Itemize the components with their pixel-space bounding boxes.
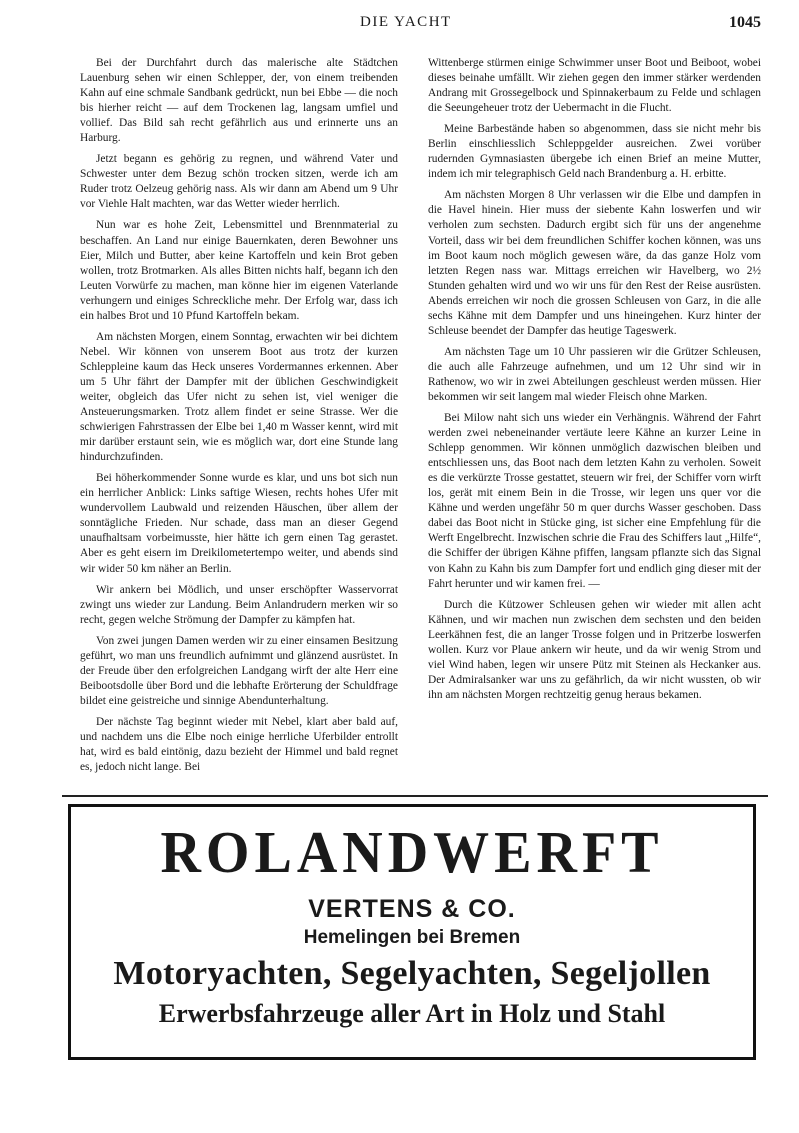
page-number: 1045 [729, 14, 761, 31]
paragraph: Der nächste Tag beginnt wieder mit Nebel, klart aber bald auf, und nachdem uns die Elbe noch einige herrliche Uferbilder entrollt hat, wird es bald eintönig, dazu bezieht der Himmel und bald regnet es, jedoch nicht lange. Bei [80, 715, 398, 774]
paragraph: Bei der Durchfahrt durch das malerische alte Städtchen Lauenburg sehen wir einen Schlepper, der, von einem treibenden Kahn auf eine schmale Sandbank gedrückt, nun bei Ebbe — die noch bis hierher reicht — auf dem Trockenen lag, langsam umfiel und vollief. Das Bild sah recht gefährlich aus und erinnerte uns an Harburg. [80, 57, 398, 145]
ad-location: Hemelingen bei Bremen [303, 927, 521, 948]
ad-materials-line: Erwerbsfahrzeuge aller Art in Holz und Stahl [158, 999, 666, 1028]
paragraph: Meine Barbestände haben so abgenommen, dass sie nicht mehr bis Berlin einschliesslich Schleppgelder ausreichen. Zwei vorüber rudernden Gymnasiasten übergebe ich einen Brief an meine Mutter, indem ich mir telegraphisch Geld nach Brandenburg a. H. erbitte. [428, 123, 761, 181]
paragraph: Bei Milow naht sich uns wieder ein Verhängnis. Während der Fahrt werden zwei nebeneinander vertäute leere Kähne an kurzer Leine in Schlepp genommen. Wir können unmöglich dazwischen bleiben und entschliessen uns, das Boot nach dem letzten Kahn zu verholen. Soweit es die verkürzte Trosse gestattet, steuern wir frei, der Schiffer vorn wirft los, gerät mit einem Bein in die Trosse, wir legen uns quer vor die Kähne und werden ungefähr 50 m quer durchs Wasser geschoben. Dass dabei das Boot nicht in Stücke ging, ist sicher eine Empfehlung für die Werft Engelbrecht. Inzwischen schrie die Frau des Schiffers laut „Hilfe“, die Schiffer der übrigen Kähne pfiffen, langsam pflanzte sich das Signal von Kahn zu Kahn bis zum Dampfer fort und endlich ging dieser mit der Fahrt herunter und wir kamen frei. — [428, 412, 761, 590]
paragraph: Bei höherkommender Sonne wurde es klar, und uns bot sich nun ein herrlicher Anblick: Links saftige Wiesen, rechts hohes Ufer mit wundervollem Laubwald und reizenden Häuschen, über allem der sonntägliche Frieden. Nur schade, dass man an dieser Gegend unaufhaltsam vorbeimusste, hier hätte ich gern einen Tag gerastet. Aber es geht eisern im Dreikilometertempo weiter, und abends sind wir wider 50 km näher an Berlin. [80, 472, 398, 575]
ad-title: ROLANDWERFT [160, 820, 664, 886]
ad-products-line: Motoryachten, Segelyachten, Segeljollen [113, 955, 711, 992]
paragraph: Jetzt begann es gehörig zu regnen, und während Vater und Schwester unter dem Bezug schön trocken sitzen, werde ich am Ruder trotz Oelzeug gehörig nass. Als wir dann am Abend um 9 Uhr vor Viehle Halt machten, war das Wetter wieder herrlich. [80, 153, 398, 211]
section-divider [62, 795, 768, 797]
paragraph: Am nächsten Morgen, einem Sonntag, erwachten wir bei dichtem Nebel. Wir können von unserem Boot aus trotz der kurzen Schleppleine kaum das Heck unseres Vordermannes erkennen. Aber um 5 Uhr fährt der Dampfer mit der üblichen Geschwindigkeit weiter, obgleich das Ufer nicht zu sehen ist, viel weniger die Ansteuerungsmarken. Trotz allem findet er seine Strasse. Wer die schwierigen Fahrstrassen der Elbe bei 1,40 m Wasser kennt, wird mit mir darüber erstaunt sein, wie es möglich war, dort eine Stunde lang hindurchzufinden. [80, 330, 398, 464]
paragraph: Durch die Kützower Schleusen gehen wir wieder mit allen acht Kähnen, und wir machen nun zwischen dem sechsten und den beiden Leerkähnen fest, die an langer Trosse folgen und in Pritzerbe loswerfen wollen. Kurz vor Plaue ankern wir heute, und da wir wenig Strom und viel Wind haben, legen wir unsere Pütz mit Steinen als Heckanker aus. Der Admiralsanker war uns zu gefährlich, da wir nicht wussten, ob wir ihn am nächsten Morgen rechtzeitig genug heraus bekamen. [428, 598, 761, 701]
paragraph: Am nächsten Tage um 10 Uhr passieren wir die Grützer Schleusen, die auch alle Fahrzeuge aufnehmen, und um 12 Uhr sind wir in Rathenow, wo wir in zwei Abteilungen geschleust werden müssen. Hier bekommen wir seit langem mal wieder Fleisch ohne Marken. [428, 345, 761, 403]
advertisement [68, 804, 756, 1060]
ad-company: VERTENS & CO. [308, 895, 516, 923]
running-title: DIE YACHT [360, 14, 452, 30]
paragraph: Nun war es hohe Zeit, Lebensmittel und Brennmaterial zu beschaffen. An Land nur einige Bauernkaten, deren Bewohner uns Eier, Milch und Butter, aber keine Kartoffeln und kein Brot geben wollen, trotz Brotmarken. Als alles Bitten nichts half, begann ich den Leuten Vorwürfe zu machen, man könne hier im eigenen Vaterlande verhungern und einiges Schreckliche mehr. Der Erfolg war, dass ich ein halbes Brot und 10 Pfund Kartoffeln bekam. [80, 219, 398, 322]
paragraph: Wir ankern bei Mödlich, und unser erschöpfter Wasservorrat zwingt uns wieder zur Landung. Beim Anlandrudern merken wir so recht, gegen welche Strömung der Dampfer zu kämpfen hat. [80, 583, 398, 626]
left-column [80, 56, 398, 781]
right-column [428, 56, 761, 709]
paragraph: Von zwei jungen Damen werden wir zu einer einsamen Besitzung geführt, wo man uns freundlich aufnimmt und glänzend ausrüstet. In der Freude über den erfolgreichen Landgang wirft der alte Herr eine Beibootsdolle über Bord und die lebhafte Erörterung der Schuldfrage bildet eine geistreiche und sinnige Abendunterhaltung. [80, 634, 398, 707]
paragraph-continued: Wittenberge stürmen einige Schwimmer unser Boot und Beiboot, wobei dieses beinahe umfällt. Wir ziehen gegen den immer stärker werdenden Andrang mit Grossegelbock und Spinnakerbaum zu Felde und schlagen die Seeungeheuer trotz der Uebermacht in die Flucht. [428, 57, 761, 115]
paragraph: Am nächsten Morgen 8 Uhr verlassen wir die Elbe und dampfen in die Havel hinein. Hier muss der siebente Kahn loswerfen und wir verholen zum sechsten. Dadurch ergibt sich für uns der angenehme Vorteil, dass wir bei dem freundlichen Schiffer kochen können, was uns im Boot kaum noch möglich gewesen wäre, da das ganze Holz vom letzten Regen nass war. Mittags erreichen wir Havelberg, wo 2½ Stunden gehalten wird und wo wir uns für den Rest der Reise ausrüsten. Abends erreichen wir noch die grossen Schleusen von Garz, in die alle sechs Kähne mit dem Dampfer und uns hineingehen. Kurz hinter der Schleuse beendet der Dampfer das heutige Tageswerk. [428, 189, 761, 337]
